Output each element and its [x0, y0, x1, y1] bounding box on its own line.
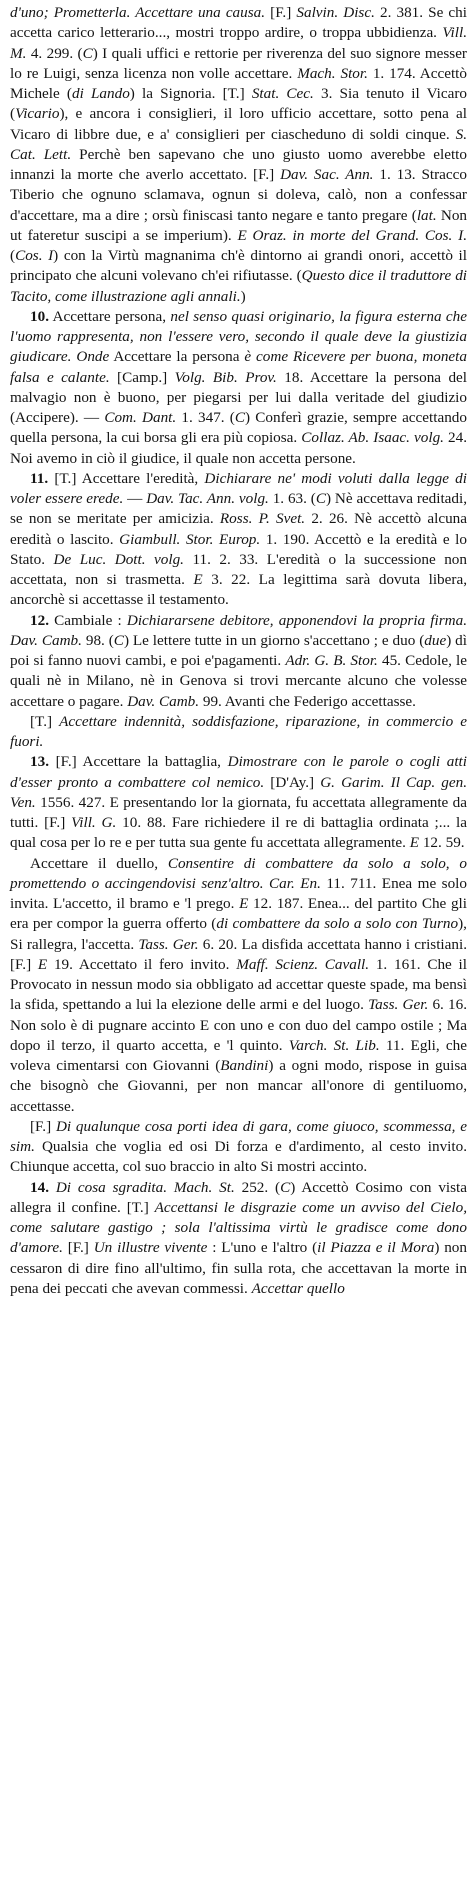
text-run: Accettare la persona	[109, 348, 245, 366]
text-run: [F.]	[62, 1239, 94, 1257]
sense-number: 10.	[30, 307, 49, 325]
italic-run: lat.	[416, 206, 437, 224]
text-run: 99. Avanti che Federigo accettasse.	[199, 692, 416, 710]
text-run: (	[10, 247, 16, 264]
text-run: ) Conferì grazie, sempre accettando quella persona, la cui borsa gli era più copiosa.	[10, 409, 467, 447]
sense-10	[10, 307, 467, 469]
text-run: [F.] Accettare la battaglia,	[48, 753, 228, 771]
text-run: ) la Signoria. [T.]	[129, 85, 252, 102]
italic-run: G. Garim. Il Cap. gen. Ven.	[10, 773, 468, 811]
text-run: ), e ancora i consiglieri, il loro ufficio accettare, sotto pena al Vicaro di libbre due, e a' consiglieri per ciascheduno di soldi cinque.	[10, 105, 467, 143]
text-run: 12. 187. Enea... del partito Che gli era per compor la guerra offerto (	[10, 895, 467, 933]
italic-run: Volg. Bib. Prov.	[174, 368, 277, 386]
italic-run: di combattere da solo a solo con Turno	[216, 915, 459, 933]
text-run: 1. 190. Accettò e la eredità e lo Stato.	[10, 530, 467, 568]
italic-run: Accettansi le disgrazie come un avviso del Cielo, come salutare gastigo ; sola l'altissima virtù le gradisce come dono d'amore.	[10, 1198, 467, 1257]
text-run: 11. 2. 33. L'eredità o la successione non accettata, non si trasmetta.	[10, 550, 467, 588]
italic-run: Mach. Stor.	[297, 64, 368, 82]
text-run: Perchè ben sapevano che uno giusto uomo averebbe eletto innanzi la morte che averlo accettato. [F.]	[10, 145, 467, 183]
text-run: 1. 63. (	[268, 490, 316, 507]
text-run: 3. Sia tenuto il Vicaro (	[10, 85, 467, 123]
italic-run: Car. En.	[269, 874, 321, 892]
italic-run: Varch. St. Lib.	[288, 1036, 380, 1054]
text-run: ) con la Virtù magnanima ch'è dintorno ai grandi onori, accettò il principato che alcuni volevano ch'ei rifiutasse. (	[10, 247, 467, 285]
italic-run: C	[280, 1178, 291, 1196]
italic-run: Tass. Ger.	[368, 996, 429, 1014]
text-run: 18. Accettare la persona del malvagio non è buono, per piegarsi per lui dalla veritade del giudizio (Accipere). —	[10, 368, 467, 426]
italic-run: Questo dice il traduttore di Tacito, come illustrazione agli annali.	[10, 267, 468, 305]
sense-11	[10, 469, 467, 611]
italic-run: Giambull. Stor. Europ.	[119, 530, 261, 548]
italic-run: C	[82, 44, 93, 62]
text-run: 19. Accettato il fero invito.	[47, 955, 237, 973]
text-run: 1556. 427. E presentando lor la giornata, fu accettata allegramente da tutti. [F.]	[10, 793, 467, 831]
text-run: Accettare il duello,	[30, 854, 168, 872]
italic-run: E	[37, 955, 48, 973]
text-run: 11. 711. Enea me solo invita. L'accetto, il bramo e 'l prego.	[10, 874, 467, 912]
text-run: 45. Cedole, le quali nè in Milano, nè in Genova si trovi mercante alcuno che volesse accettare o pagare.	[10, 652, 467, 710]
text-run: [F.]	[265, 4, 297, 21]
italic-run: Di cosa sgradita.	[55, 1178, 168, 1196]
text-run: ) Accettò Cosimo con vista allegra il confine. [T.]	[10, 1178, 467, 1216]
text-run: [D'Ay.]	[264, 773, 321, 791]
text-run: 98. (	[81, 631, 114, 649]
text-run: Non ut fateretur suscipi a se imperium).	[10, 206, 468, 244]
italic-run: Adr. G. B. Stor.	[285, 652, 378, 669]
sense-number: 12.	[30, 611, 49, 629]
text-run: [Camp.]	[109, 368, 175, 386]
italic-run: C	[113, 631, 124, 649]
italic-run: d'uno; Prometterla. Accettare una causa.	[10, 4, 266, 21]
italic-run: Ross. P. Svet.	[219, 510, 306, 528]
italic-run: Accettar quello	[251, 1279, 345, 1297]
italic-run: Un illustre vivente	[93, 1239, 208, 1257]
italic-run: Collaz. Ab. Isaac. volg.	[301, 429, 444, 447]
italic-run: E	[239, 895, 249, 912]
text-run: 2. 26. Nè accettò alcuna eredità o lascito.	[10, 510, 468, 548]
text-run: 3. 22. La legittima sarà dovuta libera, ancorchè si accettasse il testamento.	[10, 571, 467, 609]
text-run: )	[240, 287, 246, 305]
text-run: : L'uno e l'altro (	[207, 1239, 318, 1257]
italic-run: Dav. Camb.	[10, 631, 82, 649]
italic-run: il Piazza e il Mora	[317, 1239, 435, 1257]
italic-run: S. Cat. Lett.	[10, 125, 467, 163]
sense-12-note	[10, 712, 467, 753]
italic-run: Dichiarare ne' modi voluti dalla legge di voler essere erede.	[10, 469, 467, 507]
text-run	[49, 1179, 56, 1196]
text-run: 2. 381. Se chi accetta carico letterario..., mostri troppo ardire, o troppa ubbidienza.	[10, 4, 467, 42]
italic-run: Consentire di combattere da solo a solo, o promettendo o accingendovisi senz'altro.	[10, 854, 468, 892]
italic-run: C	[315, 490, 327, 507]
text-run: ) a ogni modo, rispose in guisa che bisognò che Giovanni, per non mancar all'onore di gentiluomo, accettasse.	[10, 1057, 468, 1115]
text-run: 6. 20. La disfida accettata hanno i cristiani. [F.]	[10, 935, 468, 973]
text-run: 24. Noi avemo in ciò il giudice, il quale non accetta persone.	[10, 429, 468, 467]
italic-run: Bandini	[220, 1057, 269, 1074]
italic-run: Stat. Cec.	[251, 85, 314, 102]
italic-run: nel senso quasi originario, la figura esterna che l'uomo rappresenta, non l'essere vero, secondo il quale deve la giustizia giudicare. Onde	[10, 307, 467, 366]
italic-run: E	[193, 571, 203, 588]
text-run: 10. 88. Fare richiedere il re di battaglia ordinata ;... la qual cosa per lo re e per tutta sua gente fu accettata allegramente.	[10, 814, 467, 852]
text-run: 1. 161. Che il Provocato in nessun modo sia obbligato ad accettar queste spade, ma bensì la sfida, spettando a lui la elezione delle armi e del luogo.	[10, 955, 467, 1014]
italic-run: Dichiararsene debitore, apponendovi la propria firma.	[126, 611, 468, 629]
sense-number: 14.	[30, 1178, 49, 1196]
text-run: 252. (	[234, 1178, 281, 1196]
text-run	[167, 1179, 174, 1196]
text-run: 12. 59.	[419, 834, 465, 852]
italic-run: due	[424, 631, 447, 649]
italic-run: Dimostrare con le parole o cogli atti d'esser pronto a combattere col nemico.	[10, 753, 467, 791]
sense-number: 13.	[30, 753, 49, 771]
text-run: 11. Egli, che voleva cimentarsi con Giovanni (	[10, 1036, 467, 1074]
italic-run: E	[409, 834, 420, 852]
sense-13-duel	[10, 854, 467, 1117]
italic-run: Dav. Camb.	[127, 692, 200, 710]
italic-run: Cos. I	[15, 247, 54, 264]
italic-run: Maff. Scienz. Cavall.	[236, 955, 370, 973]
text-run: 6. 16. Non solo è di pugnare accinto E con uno e con duo del campo ostile ; Ma dopo il terzo, il quarto accetta, e 'l quinto.	[10, 996, 468, 1054]
text-run: ) non cessaron di dire fino all'ultimo, fin sulla rota, che accettavan la morte in pena dei peccati che avevan commessi.	[10, 1239, 467, 1297]
text-run: Cambiale :	[48, 611, 127, 629]
italic-run: Vill. M.	[10, 24, 467, 62]
text-run: [F.]	[30, 1117, 56, 1135]
text-run: 1. 174. Accettò Michele (	[10, 64, 467, 102]
italic-run: è come Ricevere per buona, moneta falsa e calante.	[10, 348, 467, 386]
text-run: [T.]	[30, 712, 60, 730]
italic-run: di Lando	[71, 85, 130, 102]
italic-run: Com. Dant.	[104, 409, 177, 426]
text-run: ) dì poi si fanno nuovi cambi, e poi e'pagamenti.	[10, 631, 467, 669]
text-run: 4. 299. (	[26, 44, 83, 62]
italic-run: Dav. Tac. Ann. volg.	[146, 490, 269, 507]
sense-13	[10, 752, 467, 853]
italic-run: Tass. Ger.	[138, 935, 199, 953]
italic-run: Vicario	[15, 105, 60, 123]
text-run: [T.] Accettare l'eredità,	[48, 469, 205, 487]
text-run: Qualsia che voglia ed osi Di forza e d'ardimento, al cesto invito. Chiunque accetta, col suo braccio in alto Si mostri accinto.	[10, 1138, 467, 1176]
italic-run: C	[234, 409, 246, 426]
text-run: ) I quali uffici e rettorie per riverenza del suo signore messer lo re Luigi, senza licenza non volle accettare.	[10, 44, 467, 82]
text-run: ) Nè accettava reditadi, se non se meritate per amicizia.	[10, 490, 468, 528]
sense-12	[10, 611, 467, 712]
text-run: 1. 347. (	[176, 409, 235, 426]
text-run: 1. 13. Stracco Tiberio che ognuno sclamava, ognun si doleva, calò, non a confessar d'accettare, ma a dire ; orsù finiscasi tanto negare e tanto pregare (	[10, 166, 467, 224]
italic-run: Dav. Sac. Ann.	[280, 166, 374, 183]
italic-run: De Luc. Dott. volg.	[53, 550, 184, 568]
italic-run: E Oraz. in morte del Grand. Cos. I.	[237, 226, 467, 244]
entry-continuation	[10, 3, 467, 307]
italic-run: Di qualunque cosa porti idea di gara, come giuoco, scommessa, e sim.	[10, 1117, 467, 1155]
sense-14	[10, 1178, 467, 1300]
sense-number: 11.	[30, 469, 49, 487]
text-run: Accettare persona,	[48, 307, 171, 325]
italic-run: Salvin. Disc.	[296, 4, 375, 21]
text-run: ) Le lettere tutte in un giorno s'accettano ; e duo (	[123, 631, 425, 649]
italic-run: Accettare indennità, soddisfazione, riparazione, in commercio e fuori.	[10, 712, 468, 750]
text-run: —	[123, 490, 147, 507]
italic-run: Vill. G.	[71, 814, 117, 831]
sense-13-contest	[10, 1117, 467, 1178]
text-run: ), Si rallegra, l'accetta.	[10, 915, 467, 953]
italic-run: Mach. St.	[173, 1178, 235, 1196]
